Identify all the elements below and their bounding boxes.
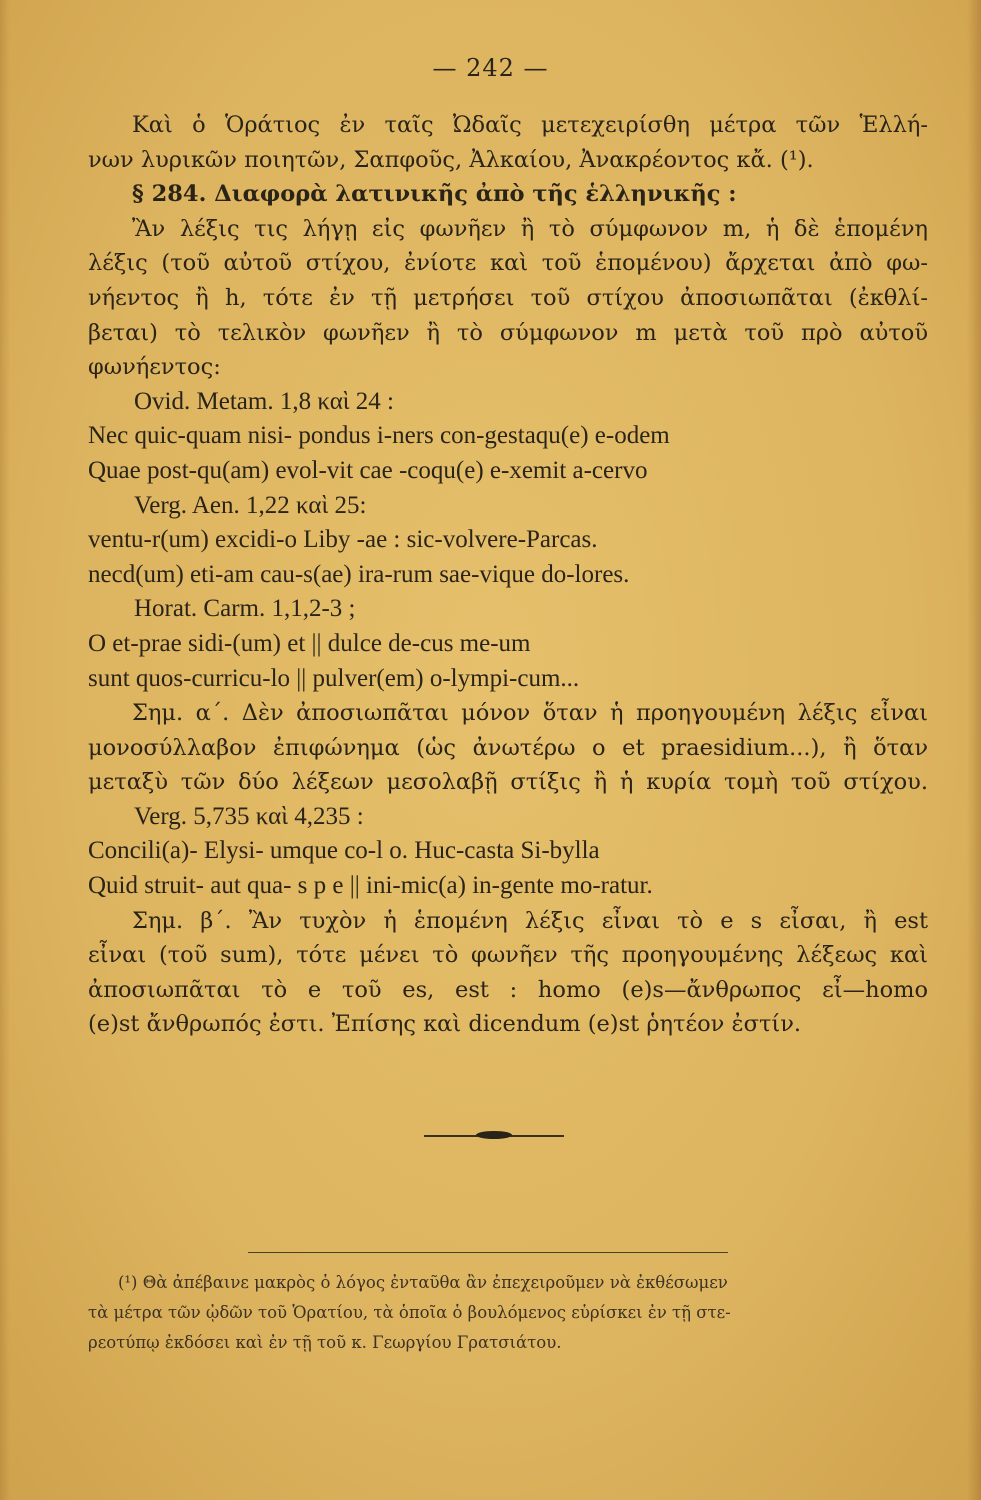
verse-line: Concili(a)- Elysi- umque co-l o. Huc-casta Si-bylla [88, 837, 600, 865]
citation-line: Horat. Carm. 1,1,2-3 ; [134, 595, 356, 623]
text-line: λέξις (τοῦ αὐτοῦ στίχου, ἐνίοτε καὶ τοῦ ἑπομένου) ἄρχεται ἀπὸ φω- [88, 250, 928, 277]
citation-line: Ovid. Metam. 1,8 καὶ 24 : [134, 387, 394, 415]
note-line: Σημ. β΄. Ἂν τυχὸν ἡ ἑπομένη λέξις εἶναι τὸ e s εἶσαι, ἢ est [132, 907, 928, 934]
text-line: (e)st ἄνθρωπός ἐστι. Ἐπίσης καὶ dicendum (e)st ῥητέον ἐστίν. [88, 1011, 802, 1038]
text-line: εἶναι (τοῦ sum), τότε μένει τὸ φωνῆεν τῆς προηγουμένης λέξεως καὶ [88, 942, 928, 969]
text-line: φωνήεντος: [88, 354, 221, 381]
footnote [88, 1268, 928, 1358]
verse-line: necd(um) eti-am cau-s(ae) ira-rum sae-vique do-lores. [88, 560, 630, 588]
text-line: νήεντος ἢ h, τότε ἐν τῇ μετρήσει τοῦ στίχου ἀποσιωπᾶται (ἐκθλί- [88, 284, 928, 311]
citation-line: Verg. 5,735 καὶ 4,235 : [134, 802, 364, 830]
section-heading: § 284. Διαφορὰ λατινικῆς ἀπὸ τῆς ἑλληνικῆς : [132, 181, 737, 208]
note-line: Σημ. α΄. Δὲν ἀποσιωπᾶται μόνον ὅταν ἡ προηγουμένη λέξις εἶναι [132, 700, 928, 727]
text-line: μεταξὺ τῶν δύο λέξεων μεσολαβῇ στίξις ἢ ἡ κυρία τομὴ τοῦ στίχου. [88, 769, 928, 796]
text-line: βεται) τὸ τελικὸν φωνῆεν ἢ τὸ σύμφωνον m μετὰ τοῦ πρὸ αὐτοῦ [88, 319, 928, 346]
verse-line: ventu-r(um) excidi-o Liby -ae : sic-volvere-Parcas. [88, 526, 598, 554]
citation-line: Verg. Aen. 1,22 καὶ 25: [134, 491, 367, 519]
page-edge-shadow-left [0, 0, 10, 1500]
page-edge-shadow-right [967, 0, 981, 1500]
text-line: Ἂν λέξις τις λήγῃ εἰς φωνῆεν ἢ τὸ σύμφωνον m, ἡ δὲ ἑπομένη [132, 215, 928, 242]
body-text [88, 108, 928, 1042]
footnote-line: ρεοτύπῳ ἐκδόσει καὶ ἐν τῇ τοῦ κ. Γεωργίου Γρατσιάτου. [88, 1333, 562, 1352]
text-line: ἀποσιωπᾶται τὸ e τοῦ es, est : homo (e)s—ἄνθρωπος εἶ—homo [88, 976, 928, 1003]
verse-line: sunt quos-curricu-lo || pulver(em) o-lympi-cum... [88, 664, 580, 692]
divider-ornament [476, 1131, 512, 1139]
verse-line: Nec quic-quam nisi- pondus i-ners con-gestaqu(e) e-odem [88, 422, 670, 450]
text-line: Καὶ ὁ Ὁράτιος ἐν ταῖς Ὠδαῖς μετεχειρίσθη μέτρα τῶν Ἑλλή- [132, 112, 928, 138]
page-number: — 242 — [432, 54, 549, 82]
text-line: μονοσύλλαβον ἐπιφώνημα (ὡς ἀνωτέρω o et praesidium...), ἢ ὅταν [88, 734, 928, 761]
footnote-line: (¹) Θὰ ἀπέβαινε μακρὸς ὁ λόγος ἐνταῦθα ἂν ἐπεχειροῦμεν νὰ ἐκθέσωμεν [118, 1273, 728, 1292]
text-line: νων λυρικῶν ποιητῶν, Σαπφοῦς, Ἀλκαίου, Ἀνακρέοντος κἄ. (¹). [88, 146, 814, 173]
footnote-rule [248, 1252, 728, 1253]
verse-line: O et-prae sidi-(um) et || dulce de-cus me-um [88, 629, 531, 657]
footnote-line: τὰ μέτρα τῶν ᾠδῶν τοῦ Ὁρατίου, τὰ ὁποῖα ὁ βουλόμενος εὑρίσκει ἐν τῇ στε- [88, 1303, 731, 1322]
verse-line: Quid struit- aut qua- s p e || ini-mic(a) in-gente mo-ratur. [88, 872, 653, 900]
verse-line: Quae post-qu(am) evol-vit cae -coqu(e) e-xemit a-cervo [88, 456, 648, 484]
